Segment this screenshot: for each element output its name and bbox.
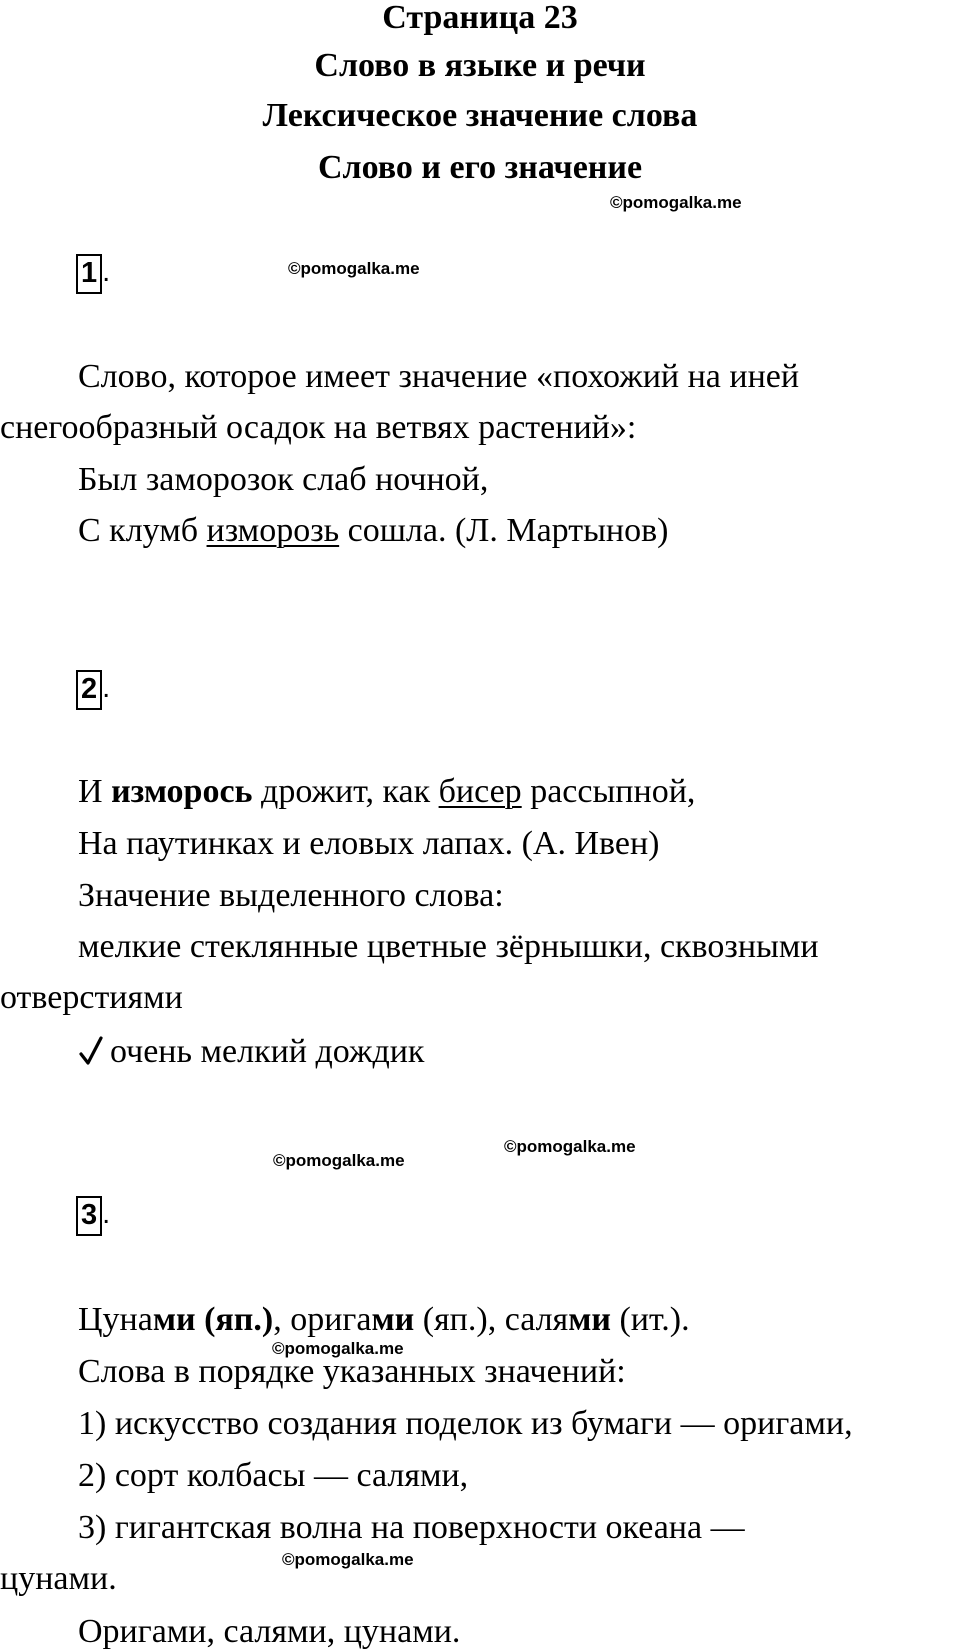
task-number-dot: . <box>102 1198 111 1230</box>
task-number-box: 1 <box>76 254 102 294</box>
task3-line: цунами. <box>0 1560 117 1597</box>
watermark: ©pomogalka.me <box>282 1550 414 1569</box>
text-fragment: сошла. (Л. Мартынов) <box>339 512 669 549</box>
task2-option-checked <box>78 1032 424 1072</box>
task2-line: На паутинках и еловых лапах. (А. Ивен) <box>78 825 660 862</box>
text-fragment: (ит.). <box>610 1301 690 1338</box>
subtopic-title: Слово и его значение <box>317 149 643 186</box>
bold-fragment: ми <box>152 1301 196 1338</box>
text-fragment: И <box>78 773 112 810</box>
task3-line: Слова в порядке указанных значений: <box>78 1353 626 1390</box>
task3-line: 2) сорт колбасы — салями, <box>78 1457 469 1494</box>
task2-option: отверстиями <box>0 979 183 1016</box>
text-fragment: , орига <box>273 1301 372 1338</box>
bold-fragment: (яп.) <box>204 1301 274 1338</box>
task1-line: Был заморозок слаб ночной, <box>78 461 489 498</box>
watermark: ©pomogalka.me <box>504 1137 636 1156</box>
task3-line: 3) гигантская волна на поверхности океана — <box>78 1509 745 1546</box>
text-fragment <box>196 1301 205 1338</box>
text-fragment: дрожит, как <box>252 773 439 810</box>
task-number-box: 2 <box>76 670 102 710</box>
task-number-dot: . <box>102 256 111 288</box>
task-number-2 <box>76 670 110 706</box>
task1-line <box>78 511 669 551</box>
text-fragment: (яп.), саля <box>414 1301 569 1338</box>
task-number-dot: . <box>102 672 111 704</box>
underlined-word: бисер <box>438 773 522 810</box>
task2-option: мелкие стеклянные цветные зёрнышки, сквозными <box>78 928 819 965</box>
task3-line: 1) искусство создания поделок из бумаги — оригами, <box>78 1405 853 1442</box>
watermark: ©pomogalka.me <box>272 1339 404 1358</box>
task3-line: Оригами, салями, цунами. <box>78 1613 461 1650</box>
task1-line: снегообразный осадок на ветвях растений»: <box>0 409 637 446</box>
text-fragment: рассыпной, <box>521 773 696 810</box>
topic-title: Лексическое значение слова <box>262 97 698 134</box>
task-number-1 <box>76 254 110 290</box>
text-fragment: С клумб <box>78 512 207 549</box>
section-title: Слово в языке и речи <box>314 47 646 84</box>
underlined-word: изморозь <box>206 512 340 549</box>
bold-fragment: ми <box>568 1301 611 1338</box>
watermark: ©pomogalka.me <box>273 1151 405 1170</box>
task2-line <box>78 772 695 812</box>
bold-word: изморось <box>111 773 253 810</box>
checkmark-icon <box>78 1034 104 1068</box>
watermark: ©pomogalka.me <box>610 193 742 212</box>
text-fragment: Цуна <box>78 1301 153 1338</box>
bold-fragment: ми <box>371 1301 415 1338</box>
task-number-3 <box>76 1196 110 1232</box>
watermark: ©pomogalka.me <box>288 259 420 278</box>
task1-line: Слово, которое имеет значение «похожий на иней <box>78 358 800 395</box>
task2-line: Значение выделенного слова: <box>78 877 504 914</box>
task-number-box: 3 <box>76 1196 102 1236</box>
text-fragment: очень мелкий дождик <box>110 1033 425 1070</box>
page-title: Страница 23 <box>382 0 578 36</box>
task3-line <box>78 1300 690 1340</box>
